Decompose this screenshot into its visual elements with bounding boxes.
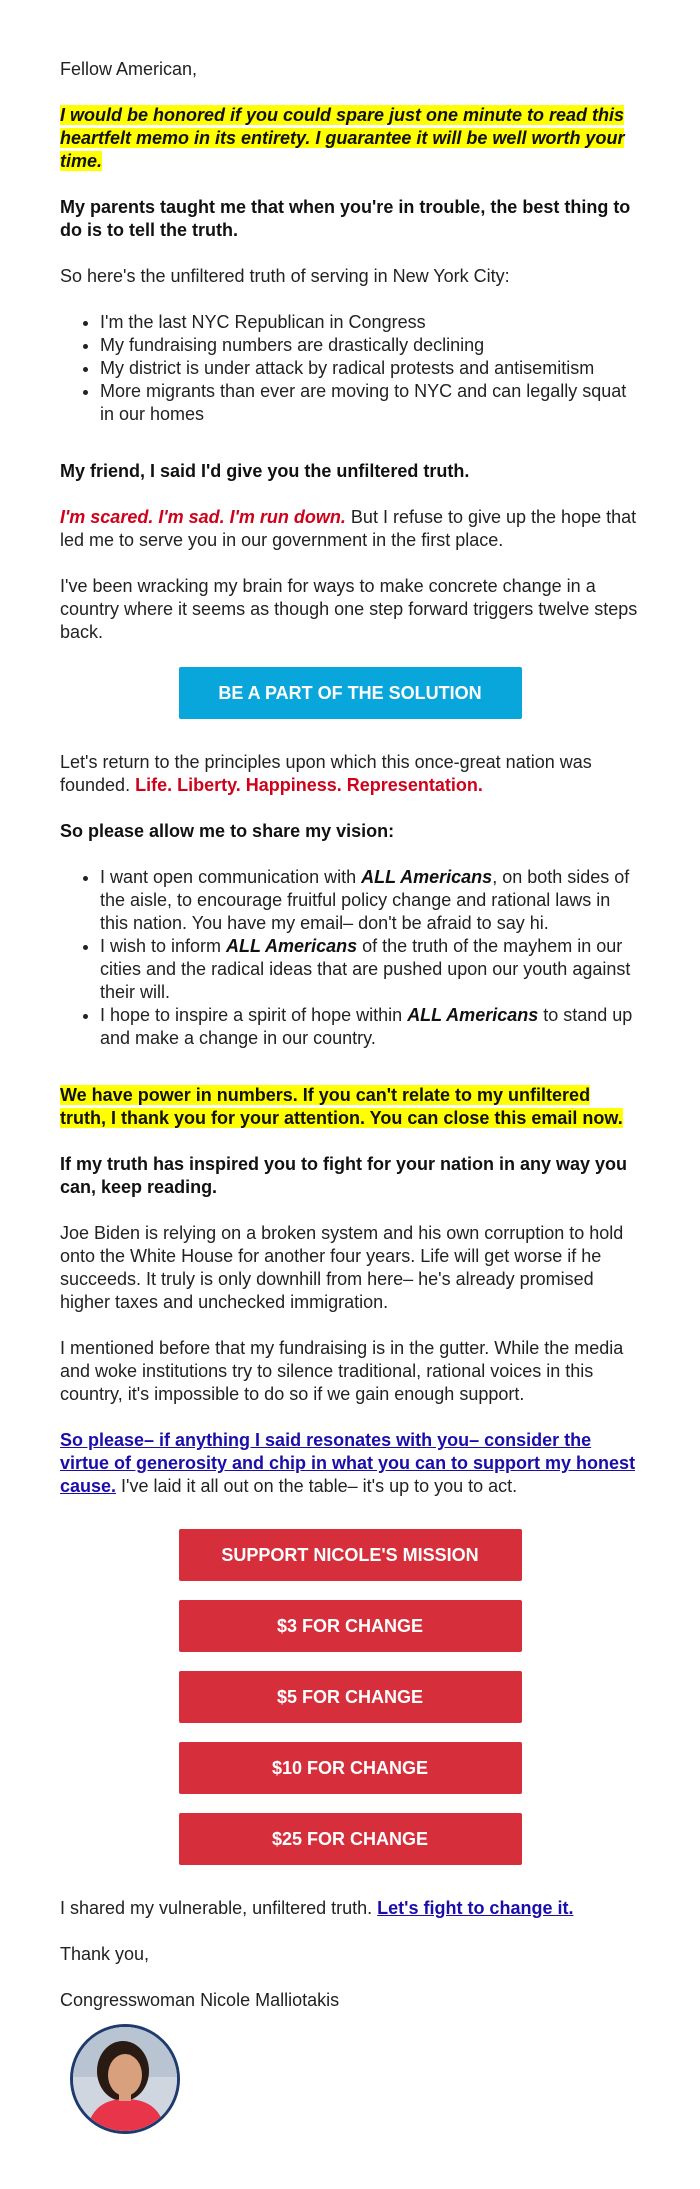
list-item: • I'm the last NYC Republican in Congress (100, 311, 640, 334)
intro-highlight (60, 104, 640, 173)
vision-heading: So please allow me to share my vision: (60, 821, 395, 841)
truth-intro: So here's the unfiltered truth of serving in New York City: (60, 266, 510, 286)
donate-25-button[interactable]: $25 FOR CHANGE (179, 1813, 522, 1865)
power-highlight (60, 1084, 640, 1130)
list-item (100, 1004, 640, 1050)
power-highlight-text: We have power in numbers. If you can't relate to my unfiltered truth, I thank you for your attention. You can close this email now. (60, 1085, 623, 1128)
email-body (60, 0, 640, 2134)
parents-line: My parents taught me that when you're in trouble, the best thing to do is to tell the truth. (60, 197, 631, 240)
donate-10-button[interactable]: $10 FOR CHANGE (179, 1742, 522, 1794)
vision-text: , on both sides of the aisle, to encourage fruitful policy change and rational laws in this nation. You have my email– don't be afraid to say hi. (100, 867, 630, 933)
avatar (70, 2024, 180, 2134)
scared-red-text: I'm scared. I'm sad. I'm run down. (60, 507, 346, 527)
vision-text: I wish to inform (100, 936, 227, 956)
support-cause-link[interactable]: So please– if anything I said resonates with you– consider the virtue of generosity and chip in what you can to support my honest cause. (60, 1430, 636, 1496)
scared-rest-text: But I refuse to give up the hope that led me to serve you in our government in the first place. (60, 507, 637, 550)
list-item: • My fundraising numbers are drastically declining (100, 334, 640, 357)
vision-text: I want open communication with (100, 867, 362, 887)
shared-text: I shared my vulnerable, unfiltered truth. (60, 1898, 378, 1918)
donate-buttons (60, 1529, 640, 1865)
vision-list (60, 866, 640, 1050)
support-mission-button[interactable]: SUPPORT NICOLE'S MISSION (179, 1529, 522, 1581)
shared-para (60, 1897, 640, 1920)
donate-3-button[interactable]: $3 FOR CHANGE (179, 1600, 522, 1652)
list-item: • More migrants than ever are moving to NYC and can legally squat in our homes (100, 380, 640, 426)
greeting: Fellow American, (60, 59, 198, 79)
please-para (60, 1429, 640, 1498)
principles-para (60, 751, 640, 797)
list-item (100, 866, 640, 935)
wracking-para: I've been wracking my brain for ways to make concrete change in a country where it seems as though one step forward triggers twelve steps back. (60, 576, 638, 642)
principles-red-text: Life. Liberty. Happiness. Representation. (135, 775, 483, 795)
solution-button[interactable]: BE A PART OF THE SOLUTION (179, 667, 522, 719)
vision-emphasis: ALL Americans (361, 867, 493, 887)
biden-para: Joe Biden is relying on a broken system and his own corruption to hold onto the White House for another four years. Life will get worse if he succeeds. It truly is only downhill from here– he's already promised higher taxes and unchecked immigration. (60, 1223, 624, 1312)
solution-button-row (60, 667, 640, 719)
principles-text: Let's return to the principles upon which this once-great nation was founded. (60, 752, 592, 795)
vision-emphasis: ALL Americans (226, 936, 358, 956)
donate-5-button[interactable]: $5 FOR CHANGE (179, 1671, 522, 1723)
scared-para (60, 506, 640, 552)
vision-text: to stand up and make a change in our country. (100, 1005, 633, 1048)
intro-highlight-text: I would be honored if you could spare just one minute to read this heartfelt memo in its entirety. I guarantee it will be well worth your time. (60, 105, 625, 171)
fundraising-para: I mentioned before that my fundraising is in the gutter. While the media and woke institutions try to silence traditional, rational voices in this country, it's impossible to do so if we gain enough support. (60, 1338, 624, 1404)
list-item: • My district is under attack by radical protests and antisemitism (100, 357, 640, 380)
inspired-line: If my truth has inspired you to fight for your nation in any way you can, keep reading. (60, 1154, 628, 1197)
friend-line: My friend, I said I'd give you the unfiltered truth. (60, 461, 470, 481)
signature: Congresswoman Nicole Malliotakis (60, 1990, 340, 2010)
vision-text: of the truth of the mayhem in our cities and the radical ideas that are pushed upon our youth against their will. (100, 936, 631, 1002)
portrait-image (73, 2027, 177, 2131)
thank-you: Thank you, (60, 1944, 150, 1964)
list-item (100, 935, 640, 1004)
please-rest-text: I've laid it all out on the table– it's up to you to act. (116, 1476, 518, 1496)
fight-link[interactable]: Let's fight to change it. (377, 1898, 574, 1918)
vision-text: I hope to inspire a spirit of hope within (100, 1005, 408, 1025)
vision-emphasis: ALL Americans (407, 1005, 539, 1025)
truth-list (60, 311, 640, 426)
